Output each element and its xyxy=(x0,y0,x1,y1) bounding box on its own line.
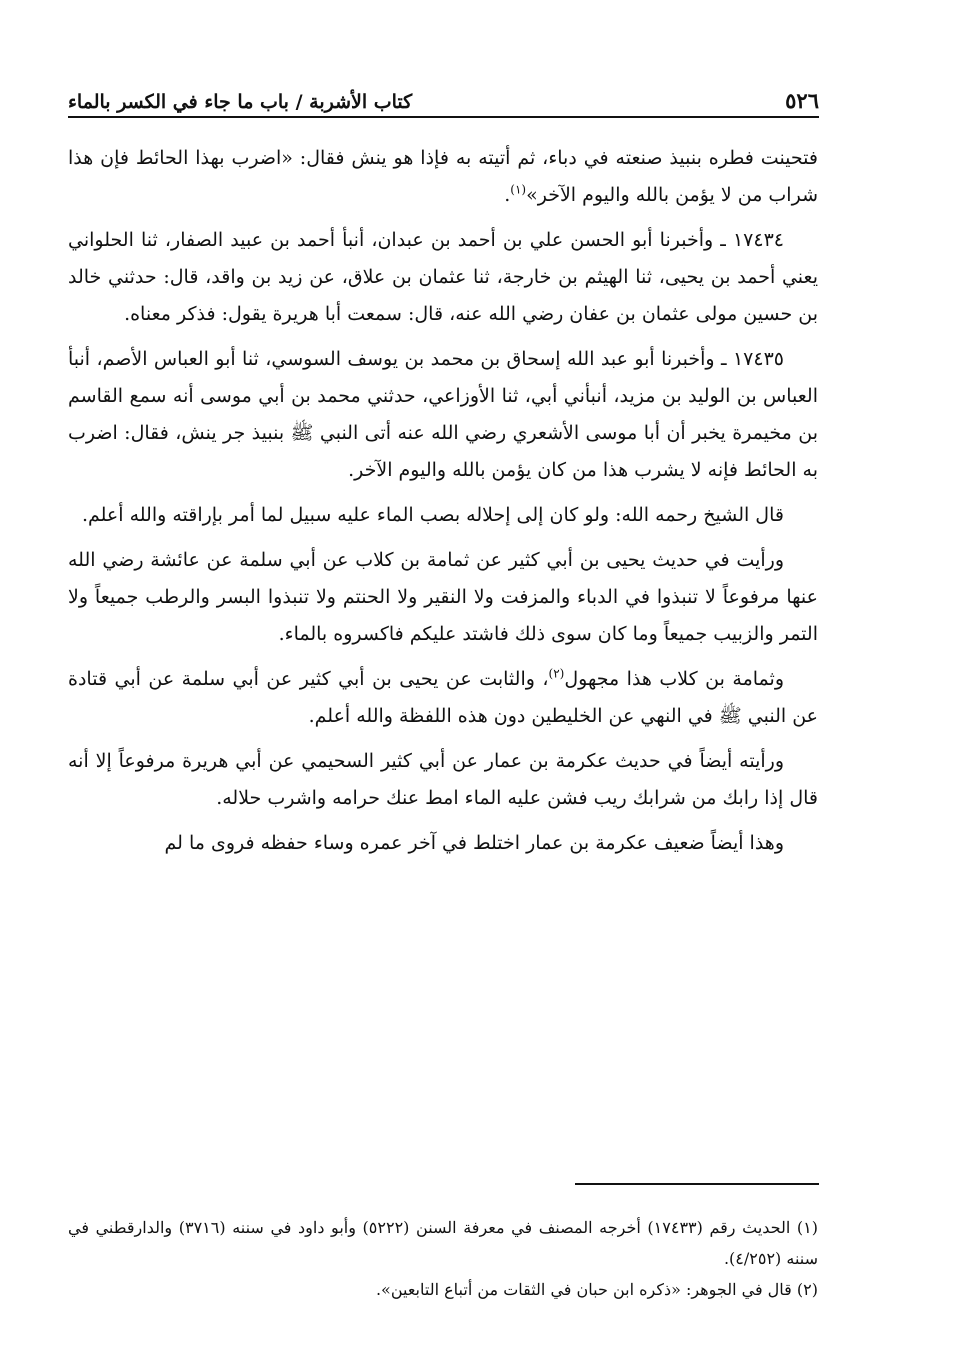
running-title: كتاب الأشربة / باب ما جاء في الكسر بالماء xyxy=(68,91,413,113)
paragraph-ikrima: ورأيته أيضاً في حديث عكرمة بن عمار عن أبي كثير السحيمي عن أبي هريرة مرفوعاً إلا أنه قال إذا رابك من شرابك ريب فشن عليه الماء امط عنك حرامه واشرب حلاله. xyxy=(68,750,818,809)
footnote-ref-1[interactable]: (١) xyxy=(510,182,527,197)
footnote-ref-2[interactable]: (٢) xyxy=(548,666,565,681)
sheikh-comment: قال الشيخ رحمه الله: ولو كان إلى إحلاله بصب الماء عليه سبيل لما أمر بإراقته والله أعلم. xyxy=(81,504,784,526)
footnote-separator xyxy=(575,1183,819,1185)
page-header xyxy=(68,82,819,118)
footnotes xyxy=(68,1212,818,1305)
paragraph-thumama: وثمامة بن كلاب هذا مجهول$^{(٢)}$، والثابت عن يحيى بن أبي كثير عن أبي سلمة عن أبي قتادة عن النبي ﷺ في النهي عن الخليطين دون هذه اللفظة والله أعلم. xyxy=(68,666,818,727)
hadith-17435: ١٧٤٣٥ ـ وأخبرنا أبو عبد الله إسحاق بن محمد بن يوسف السوسي، ثنا أبو العباس الأصم، أنبأ العباس بن الوليد بن مزيد، أنبأني أبي، ثنا الأوزاعي، حدثني محمد بن أبي موسى أنه سمع القاسم بن مخيمرة يخبر أن أبا موسى الأشعري رضي الله عنه أتى النبي ﷺ بنبيذ جر ينش، فقال: اضرب به الحائط فإنه لا يشرب هذا من كان يؤمن بالله واليوم الآخر. xyxy=(68,348,818,481)
footnote-1: (١) الحديث رقم (١٧٤٣٣) أخرجه المصنف في معرفة السنن (٥٢٢٢) وأبو داود في سننه (٣٧١٦) والدارقطني في سننه (٤/٢٥٢). xyxy=(68,1218,819,1268)
paragraph-continuation: فتحينت فطره بنبيذ صنعته في دباء، ثم أتيته به فإذا هو ينش فقال: «اضرب بهذا الحائط فإن هذا شراب من لا يؤمن بالله واليوم الآخر»$^{(١)}$. xyxy=(68,147,818,206)
hadith-17434: ١٧٤٣٤ ـ وأخبرنا أبو الحسن علي بن أحمد بن عبدان، أنبأ أحمد بن عبيد الصفار، ثنا الحلواني يعني أحمد بن يحيى، ثنا الهيثم بن خارجة، ثنا عثمان بن علاق، عن زيد بن واقد، قال: حدثني خالد بن حسين مولى عثمان بن عفان رضي الله عنه، قال: سمعت أبا هريرة يقول: فذكر معناه. xyxy=(68,229,818,325)
main-text xyxy=(68,140,818,870)
page-number: ٥٢٦ xyxy=(785,88,819,113)
footnote-2: (٢) قال في الجوهر: «ذكره ابن حبان في الثقات من أتباع التابعين». xyxy=(375,1280,818,1299)
paragraph-weak-ikrima: وهذا أيضاً ضعيف عكرمة بن عمار اختلط في آخر عمره وساء حفظه فروى ما لم xyxy=(164,832,784,854)
paragraph-aisha-narration: ورأيت في حديث يحيى بن أبي كثير عن ثمامة بن كلاب عن أبي سلمة عن عائشة رضي الله عنها مرفوعاً لا تنبذوا في الدباء والمزفت ولا النقير ولا الحنتم ولا تنبذوا البسر والرطب جميعاً ولا التمر والزبيب جميعاً وما كان سوى ذلك فاشتد عليكم فاكسروه بالماء. xyxy=(68,549,818,645)
